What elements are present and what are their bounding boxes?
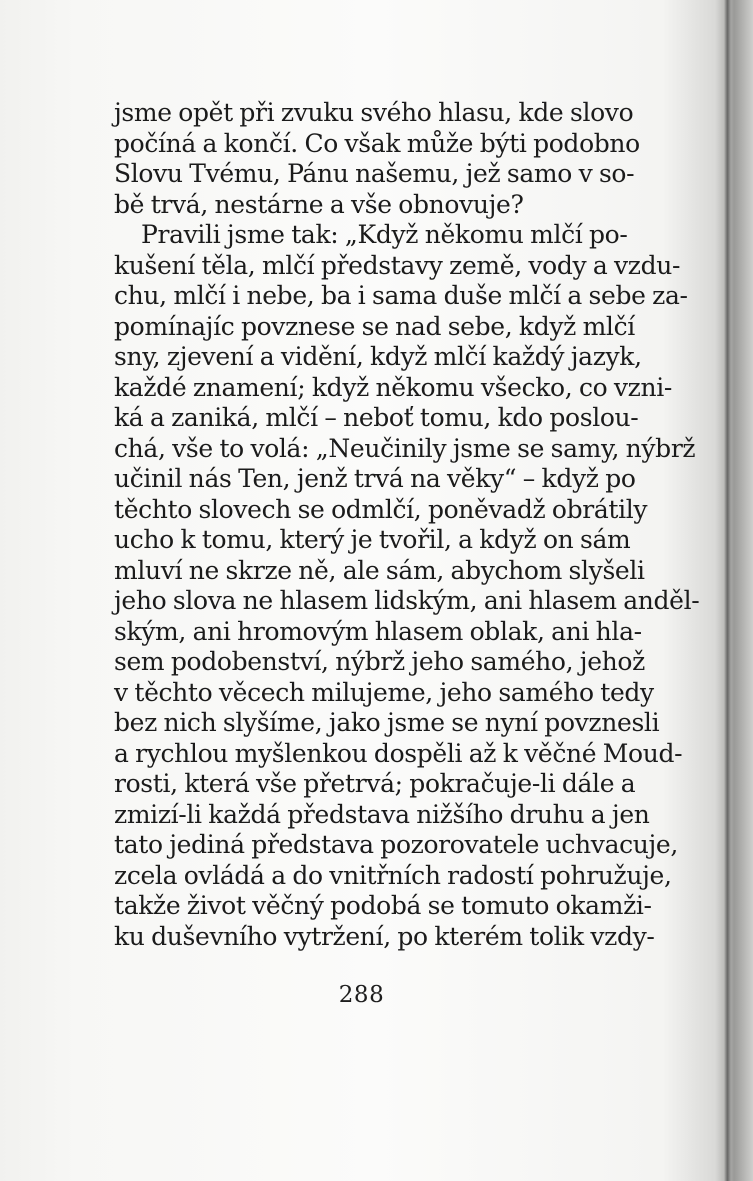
page-number: 288 xyxy=(338,982,385,1008)
text-line: každé znamení; když někomu všecko, co vzni- xyxy=(114,372,672,402)
text-line: a rychlou myšlenkou dospěli až k věčné Moud- xyxy=(114,738,683,768)
text-line: kušení těla, mlčí představy země, vody a vzdu- xyxy=(114,250,681,280)
body-text xyxy=(114,98,700,952)
text-line: jeho slova ne hlasem lidským, ani hlasem anděl- xyxy=(114,586,700,615)
text-line: chá, vše to volá: „Neučinily jsme se samy, nýbrž xyxy=(114,433,696,463)
text-line: v těchto věcech milujeme, jeho samého tedy xyxy=(114,677,654,707)
text-line: ká a zaniká, mlčí – neboť tomu, kdo poslou- xyxy=(114,403,639,432)
text-line: bě trvá, nestárne a vše obnovuje? xyxy=(114,189,524,219)
text-line: pomínajíc povznese se nad sebe, když mlčí xyxy=(114,311,635,341)
text-line: těchto slovech se odmlčí, poněvadž obrátily xyxy=(114,494,648,524)
text-line: zmizí-li každá představa nižšího druhu a jen xyxy=(114,799,650,829)
text-line: bez nich slyšíme, jako jsme se nyní povznesli xyxy=(114,708,660,737)
text-line: sem podobenství, nýbrž jeho samého, jehož xyxy=(114,647,645,676)
text-line: rosti, která vše přetrvá; pokračuje-li dále a xyxy=(114,769,636,798)
text-line: ku duševního vytržení, po kterém tolik vzdy- xyxy=(114,921,655,951)
text-line: mluví ne skrze ně, ale sám, abychom slyšeli xyxy=(114,555,645,585)
text-line: Slovu Tvému, Pánu našemu, jež samo v so- xyxy=(114,159,635,188)
text-line: jsme opět při zvuku svého hlasu, kde slovo xyxy=(114,98,634,127)
text-line: ským, ani hromovým hlasem oblak, ani hla- xyxy=(114,616,642,646)
text-line: tato jediná představa pozorovatele uchvacuje, xyxy=(114,830,678,859)
text-line: chu, mlčí i nebe, ba i sama duše mlčí a sebe za- xyxy=(114,281,688,310)
text-line: sny, zjevení a vidění, když mlčí každý jazyk, xyxy=(114,342,642,371)
text-line: učinil nás Ten, jenž trvá na věky“ – když po xyxy=(114,464,636,493)
text-line: takže život věčný podobá se tomuto okamži- xyxy=(114,891,652,920)
text-line: počíná a končí. Co však může býti podobno xyxy=(114,128,640,158)
text-line: Pravili jsme tak: „Když někomu mlčí po- xyxy=(141,220,628,249)
book-gutter-shadow xyxy=(724,0,731,1181)
text-line: zcela ovládá a do vnitřních radostí pohružuje, xyxy=(114,860,672,890)
text-line: ucho k tomu, který je tvořil, a když on sám xyxy=(114,525,631,554)
